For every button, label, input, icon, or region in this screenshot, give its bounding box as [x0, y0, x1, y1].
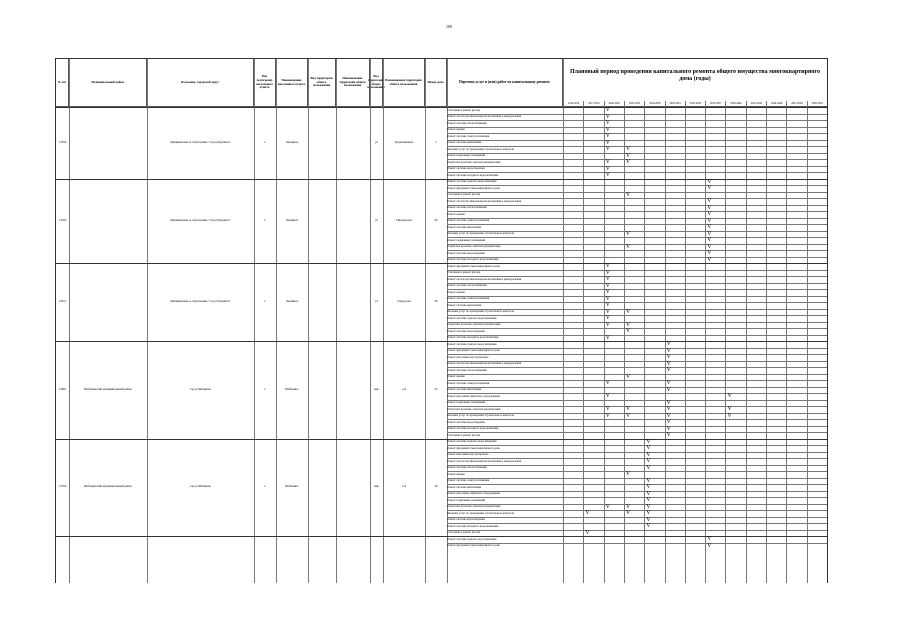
check-mark: V: [666, 380, 671, 387]
check-mark: V: [625, 243, 631, 250]
house-street-name: Свердлова: [397, 299, 411, 303]
check-mark: V: [605, 165, 610, 172]
check-mark: V: [605, 315, 610, 322]
work-item-label: Ремонт системы электроснабжения: [447, 297, 490, 300]
house-block-divider: [56, 341, 827, 342]
check-mark: V: [605, 503, 610, 510]
work-item-label: Ремонт системы горячего водоснабжения: [447, 342, 497, 346]
check-mark: V: [646, 451, 651, 458]
house-block-divider: [56, 107, 827, 108]
work-item-label: Ремонт системы горячего водоснабжения: [447, 440, 497, 443]
check-mark: V: [666, 432, 671, 439]
check-mark: V: [625, 230, 631, 237]
check-mark: V: [625, 321, 631, 328]
work-item-label: Ремонт фундамента многоквартирного дома: [447, 264, 500, 268]
check-mark: V: [707, 243, 712, 250]
check-mark: V: [727, 406, 732, 413]
check-mark: V: [625, 328, 631, 335]
check-mark: V: [707, 542, 712, 549]
work-item-label: Ремонт крыши: [447, 375, 465, 378]
check-mark: V: [605, 263, 610, 270]
work-item-label: Ремонт системы горячего водоснабжения: [447, 316, 497, 320]
check-mark: V: [605, 412, 610, 419]
check-mark: V: [605, 380, 610, 387]
check-mark: V: [605, 172, 610, 179]
header-street-name: Наименование территории общего пользования: [383, 59, 425, 106]
year-header-cell: 2047-2049: [786, 101, 806, 106]
year-header-cell: 2023-2025: [624, 101, 644, 106]
work-item-label: Ремонт системы холодного водоснабжения: [447, 524, 499, 528]
column-rule: [336, 59, 337, 583]
house-street-name: 1-й: [401, 386, 407, 391]
work-item-label: Оказание услуг по проведению строительного контроля: [447, 147, 514, 151]
work-item-label: Ремонт системы теплоснабжения: [447, 206, 487, 209]
header-terr-type: Вид территории общего пользования: [308, 59, 336, 106]
check-mark: V: [605, 269, 610, 276]
check-mark: V: [666, 425, 671, 432]
house-building-number: 82: [434, 217, 438, 222]
check-mark: V: [625, 471, 631, 478]
header-np-name: Наименование населенного пункта: [276, 59, 308, 106]
house-building-number: 23: [434, 386, 438, 391]
header-num: № п/п: [56, 59, 69, 106]
work-item-label: Ремонт системы водоотведения: [447, 167, 485, 170]
header-district: Муниципальный район: [69, 59, 147, 106]
work-item-label: Ремонт подвальных помещений: [447, 401, 486, 404]
work-item-label: Оказание услуг по проведению строительного контроля: [447, 232, 514, 235]
house-np-type: г.: [264, 217, 266, 222]
check-mark: V: [605, 113, 610, 120]
check-mark: V: [625, 152, 631, 159]
work-item-label: Ремонт системы электроснабжения: [447, 381, 490, 385]
check-mark: V: [585, 529, 590, 536]
work-item-label: Ремонт подвальных помещений: [447, 154, 486, 157]
house-street-type: ул: [375, 139, 378, 144]
check-mark: V: [646, 438, 651, 445]
check-mark: V: [707, 211, 712, 218]
check-mark: V: [605, 126, 610, 133]
house-np-type: г.: [264, 139, 266, 144]
check-mark: V: [605, 282, 610, 289]
work-item-label: Ремонт системы электроснабжения: [447, 134, 490, 138]
house-np-type: г.: [264, 299, 266, 303]
check-mark: V: [707, 224, 712, 231]
year-header-cell: 2017-2019: [583, 101, 603, 106]
work-item-label: Ремонт системы водоотведения: [447, 420, 485, 424]
house-number-id: 13563: [58, 217, 67, 222]
work-item-label: Ремонт системы водоотведения: [447, 329, 485, 333]
column-rule: [370, 59, 371, 583]
check-mark: V: [625, 510, 631, 517]
year-header-cell: 2035-2037: [705, 101, 725, 106]
work-item-label: Разработка проектно-сметной документации: [447, 407, 501, 411]
check-mark: V: [605, 321, 610, 328]
house-number-id: 13611: [58, 299, 67, 303]
check-mark: V: [707, 204, 712, 211]
column-rule: [69, 59, 70, 583]
year-header-cell: 2044-2046: [766, 101, 786, 106]
work-item-label: Ремонт системы вентиляции: [447, 141, 482, 144]
work-item-label: Ремонт системы холодного водоснабжения: [447, 173, 499, 177]
work-item-label: Ремонт систем противопожарной автоматики и дымоудаления: [447, 277, 522, 281]
column-rule: [383, 59, 384, 583]
year-header-cell: 2032-2034: [685, 101, 705, 106]
work-item-label: Ремонт системы теплоснабжения: [447, 368, 487, 372]
work-item-label: Ремонт или замена лифтового оборудования: [447, 492, 500, 495]
check-mark: V: [666, 354, 671, 361]
check-mark: V: [605, 159, 610, 166]
year-header-cell: 2014-2016: [563, 101, 583, 106]
check-mark: V: [666, 367, 671, 374]
check-mark: V: [625, 406, 631, 413]
work-item-label: Ремонт систем противопожарной автоматики и дымоудаления: [447, 362, 522, 365]
check-mark: V: [646, 464, 651, 471]
header-street-type: Вид территории общего пользования: [370, 59, 383, 106]
column-rule: [425, 59, 426, 583]
page-number: 109: [446, 24, 452, 29]
check-mark: V: [666, 406, 671, 413]
year-header-cell: 2026-2028: [644, 101, 664, 106]
check-mark: V: [666, 360, 671, 367]
work-item-label: Утепление и ремонт фасада: [447, 433, 481, 437]
work-item-label: Ремонт фундамента многоквартирного дома: [447, 186, 500, 190]
work-item-label: Ремонт системы вентиляции: [447, 388, 482, 391]
check-mark: V: [625, 159, 631, 166]
house-street-name: Пионерская: [396, 217, 412, 222]
work-item-label: Разработка проектно-сметной документации: [447, 323, 501, 326]
column-rule: [254, 59, 255, 583]
work-item-label: Ремонт системы вентиляции: [447, 225, 482, 229]
check-mark: V: [605, 146, 610, 153]
work-item-label: Ремонт крыши: [447, 212, 465, 216]
check-mark: V: [707, 198, 712, 205]
check-mark: V: [605, 406, 610, 413]
work-item-label: Оказание услуг по проведению строительного контроля: [447, 414, 514, 417]
house-number-id: 13691: [58, 386, 67, 391]
check-mark: V: [666, 419, 671, 426]
check-mark: V: [605, 276, 610, 283]
house-settlement: Муниципальное образование "город Чернянск": [170, 217, 231, 222]
work-item-label: Утепление и ремонт фасада: [447, 193, 481, 196]
house-street-type: мкр: [374, 484, 379, 489]
column-rule: [276, 59, 277, 583]
check-mark: V: [625, 191, 631, 198]
year-header-cell: 2020-2022: [604, 101, 624, 106]
work-item-label: Ремонт системы теплоснабжения: [447, 284, 487, 287]
plan-period-title: Плановый период проведения капитального ремонта общего имущества многоквартирного дома (годы): [569, 69, 820, 82]
house-street-type: ул: [375, 299, 378, 303]
work-item-label: Ремонт крыши: [447, 472, 465, 476]
work-item-label: Утепление и ремонт фасада: [447, 271, 481, 274]
house-np-name: Шебекино: [285, 484, 299, 489]
house-settlement: Муниципальное образование "город Чернянск": [170, 299, 231, 303]
work-item-label: Ремонт системы вентиляции: [447, 485, 482, 489]
work-item-label: Ремонт системы электроснабжения: [447, 479, 490, 482]
check-mark: V: [646, 510, 651, 517]
house-np-name: Чернянск: [285, 217, 299, 222]
check-mark: V: [707, 536, 712, 543]
check-mark: V: [605, 107, 610, 114]
check-mark: V: [666, 347, 671, 354]
work-item-label: Утепление и ремонт фасада: [447, 108, 481, 112]
house-np-name: Чернянск: [285, 299, 299, 303]
check-mark: V: [646, 497, 651, 504]
check-mark: V: [646, 484, 651, 491]
check-mark: V: [666, 399, 671, 406]
house-np-type: г.: [264, 386, 266, 391]
work-item-label: Ремонт системы теплоснабжения: [447, 466, 487, 469]
check-mark: V: [707, 256, 712, 263]
check-mark: V: [707, 217, 712, 224]
header-settlement: Поселение, городской округ: [147, 59, 254, 106]
check-mark: V: [707, 250, 712, 257]
check-mark: V: [707, 237, 712, 244]
year-header-cell: 2029-2031: [665, 101, 685, 106]
check-mark: V: [707, 185, 712, 192]
work-item-label: Ремонт или замена мусоропровода: [447, 355, 489, 359]
work-item-label: Ремонт крыши: [447, 290, 465, 294]
house-number-id: 13559: [58, 139, 67, 144]
work-item-label: Ремонт системы водоотведения: [447, 518, 485, 521]
check-mark: V: [605, 334, 610, 341]
house-settlement: Муниципальное образование "город Чернянск": [170, 139, 231, 144]
column-rule: [147, 59, 148, 583]
work-item-label: Оказание услуг по проведению строительного контроля: [447, 511, 514, 515]
house-np-name: Шебекино: [285, 386, 299, 391]
header-works: Перечень услуг и (или) работ по капитальному ремонту: [447, 59, 563, 106]
house-district: Шебекинский муниципальный район: [84, 386, 132, 391]
work-item-label: Ремонт подвальных помещений: [447, 238, 486, 242]
house-np-name: Чернянск: [285, 139, 299, 144]
check-mark: V: [646, 490, 651, 497]
house-block-divider: [56, 263, 827, 264]
house-street-name: 1-й: [401, 484, 407, 489]
house-building-number: 1: [435, 139, 437, 144]
work-item-label: Утепление и ремонт фасада: [447, 531, 481, 534]
house-building-number: 36: [434, 299, 438, 303]
work-item-label: Ремонт системы холодного водоснабжения: [447, 336, 499, 339]
work-item-label: Ремонт подвальных помещений: [447, 498, 486, 502]
work-item-label: Ремонт системы вентиляции: [447, 303, 482, 307]
work-item-label: Ремонт системы водоотведения: [447, 251, 485, 255]
column-rule: [308, 59, 309, 583]
header-house: Номер дома: [425, 59, 447, 106]
work-item-label: Ремонт системы холодного водоснабжения: [447, 427, 499, 430]
check-mark: V: [666, 412, 671, 419]
house-street-type: ул: [375, 217, 378, 222]
work-item-label: Ремонт или замена мусоропровода: [447, 453, 489, 456]
work-item-label: Ремонт фундамента многоквартирного дома: [447, 544, 500, 547]
work-item-label: Ремонт системы электроснабжения: [447, 219, 490, 222]
house-street-type: мкр: [374, 386, 379, 391]
check-mark: V: [605, 295, 610, 302]
work-item-label: Ремонт системы горячего водоснабжения: [447, 537, 497, 541]
work-item-label: Ремонт крыши: [447, 128, 465, 131]
work-item-label: Ремонт системы теплоснабжения: [447, 121, 487, 125]
check-mark: V: [646, 503, 651, 510]
house-building-number: 28: [434, 484, 438, 489]
house-number-id: 13704: [58, 484, 67, 489]
work-item-label: Разработка проектно-сметной документации: [447, 160, 501, 164]
work-item-label: Ремонт фундамента многоквартирного дома: [447, 349, 500, 352]
check-mark: V: [646, 516, 651, 523]
house-settlement: город Шебекино: [189, 386, 212, 391]
check-mark: V: [727, 393, 732, 400]
check-mark: V: [605, 120, 610, 127]
check-mark: V: [625, 146, 631, 153]
check-mark: V: [585, 510, 590, 517]
work-item-label: Ремонт систем противопожарной автоматики и дымоудаления: [447, 199, 522, 203]
check-mark: V: [707, 178, 712, 185]
house-district: Шебекинский муниципальный район: [84, 484, 132, 489]
year-header-cell: 2050-2052: [807, 101, 827, 106]
header-np-type: Вид (категория) населенного пункта: [254, 59, 276, 106]
check-mark: V: [625, 373, 631, 380]
check-mark: V: [646, 523, 651, 530]
year-header-cell: 2041-2043: [746, 101, 766, 106]
check-mark: V: [646, 477, 651, 484]
check-mark: V: [605, 133, 610, 140]
header-terr-name: Наименование территории общего пользования: [336, 59, 370, 106]
work-item-label: Разработка проектно-сметной документации: [447, 505, 501, 508]
work-item-label: Разработка проектно-сметной документации: [447, 245, 501, 248]
check-mark: V: [605, 308, 610, 315]
check-mark: V: [666, 341, 671, 348]
check-mark: V: [666, 386, 671, 393]
year-header-cell: 2038-2040: [725, 101, 745, 106]
check-mark: V: [605, 289, 610, 296]
check-mark: V: [605, 139, 610, 146]
work-item-label: Ремонт или замена лифтового оборудования: [447, 394, 500, 398]
check-mark: V: [646, 458, 651, 465]
work-item-label: Ремонт системы холодного водоснабжения: [447, 258, 499, 261]
check-mark: V: [605, 393, 610, 400]
check-mark: V: [605, 302, 610, 309]
house-settlement: город Шебекино: [189, 484, 212, 489]
work-item-label: Ремонт систем противопожарной автоматики и дымоудаления: [447, 115, 522, 118]
work-item-label: Оказание услуг по проведению строительного контроля: [447, 310, 514, 313]
check-mark: V: [646, 445, 651, 452]
check-mark: V: [625, 503, 631, 510]
year-column-rule: [827, 101, 828, 583]
check-mark: V: [625, 308, 631, 315]
work-item-label: Ремонт систем противопожарной автоматики и дымоудаления: [447, 459, 522, 463]
work-item-label: Ремонт фундамента многоквартирного дома: [447, 446, 500, 450]
house-street-name: Орджоникидзе: [394, 139, 414, 144]
house-np-type: г.: [264, 484, 266, 489]
house-block-divider: [56, 439, 827, 440]
check-mark: V: [727, 412, 732, 419]
capital-repair-table: [55, 58, 828, 583]
check-mark: V: [707, 230, 712, 237]
check-mark: V: [625, 412, 631, 419]
work-item-label: Ремонт системы горячего водоснабжения: [447, 180, 497, 183]
